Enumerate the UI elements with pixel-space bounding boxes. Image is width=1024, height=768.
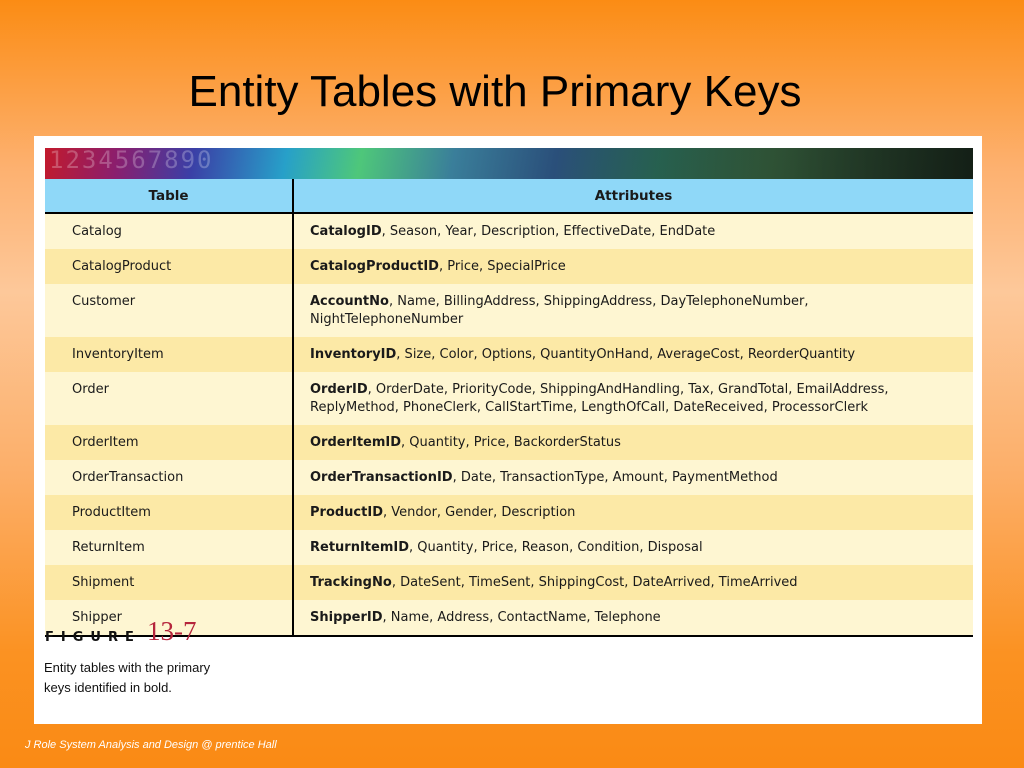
entity-name-cell: ReturnItem [45, 530, 293, 565]
header-table: Table [45, 179, 293, 213]
entity-name-cell: ProductItem [45, 495, 293, 530]
entity-name-cell: InventoryItem [45, 337, 293, 372]
other-attributes: , Name, Address, ContactName, Telephone [382, 610, 661, 625]
attributes-cell [293, 372, 973, 425]
attributes-cell [293, 495, 973, 530]
slide-title: Entity Tables with Primary Keys [188, 67, 802, 116]
header-attributes: Attributes [293, 179, 973, 213]
other-attributes: , DateSent, TimeSent, ShippingCost, DateArrived, TimeArrived [391, 575, 798, 590]
table-row [45, 337, 973, 372]
decorative-banner [45, 148, 973, 179]
attributes-cell [293, 249, 973, 284]
other-attributes: , Vendor, Gender, Description [382, 505, 576, 520]
table-row [45, 530, 973, 565]
attributes-cell [293, 460, 973, 495]
table-header-row [45, 179, 973, 213]
entity-table [45, 179, 973, 637]
primary-key: OrderItemID [310, 435, 402, 450]
table-row [45, 372, 973, 425]
other-attributes: , Name, BillingAddress, ShippingAddress, DayTelephoneNumber, NightTelephoneNumber [310, 294, 809, 327]
primary-key: TrackingNo [310, 575, 392, 590]
attributes-cell [293, 284, 973, 337]
primary-key: OrderTransactionID [310, 470, 453, 485]
entity-name-cell: Order [45, 372, 293, 425]
figure-caption [44, 658, 234, 698]
primary-key: AccountNo [310, 294, 389, 309]
primary-key: CatalogID [310, 224, 382, 239]
table-row [45, 565, 973, 600]
table-row [45, 495, 973, 530]
table-row [45, 460, 973, 495]
table-row [45, 425, 973, 460]
other-attributes: , Quantity, Price, Reason, Condition, Disposal [409, 540, 703, 555]
table-row [45, 284, 973, 337]
attributes-cell [293, 213, 973, 249]
other-attributes: , Size, Color, Options, QuantityOnHand, AverageCost, ReorderQuantity [396, 347, 856, 362]
attributes-cell [293, 565, 973, 600]
figure-caption-line-1: Entity tables with the primary [44, 660, 211, 675]
entity-name-cell: Customer [45, 284, 293, 337]
attributes-cell [293, 530, 973, 565]
footer-credit: J Role System Analysis and Design @ prentice Hall [25, 739, 277, 751]
attributes-cell [293, 337, 973, 372]
table-body [45, 213, 973, 636]
primary-key: ReturnItemID [310, 540, 410, 555]
entity-name-cell: Catalog [45, 213, 293, 249]
primary-key: ShipperID [310, 610, 383, 625]
entity-name-cell: Shipper [45, 600, 293, 636]
figure-caption-line-2: keys identified in bold. [44, 680, 172, 695]
primary-key: CatalogProductID [310, 259, 439, 274]
table-row [45, 249, 973, 284]
other-attributes: , Price, SpecialPrice [438, 259, 566, 274]
banner-digits: 1234567890 [49, 146, 214, 174]
primary-key: InventoryID [310, 347, 397, 362]
attributes-cell [293, 600, 973, 636]
primary-key: ProductID [310, 505, 383, 520]
figure-panel [34, 136, 982, 724]
other-attributes: , Quantity, Price, BackorderStatus [401, 435, 621, 450]
other-attributes: , Date, TransactionType, Amount, PaymentMethod [452, 470, 778, 485]
entity-name-cell: OrderTransaction [45, 460, 293, 495]
figure-label: FIGURE [45, 630, 141, 645]
entity-name-cell: OrderItem [45, 425, 293, 460]
attributes-cell [293, 425, 973, 460]
table-row [45, 213, 973, 249]
other-attributes: , Season, Year, Description, EffectiveDate, EndDate [381, 224, 716, 239]
entity-name-cell: CatalogProduct [45, 249, 293, 284]
primary-key: OrderID [310, 382, 368, 397]
entity-name-cell: Shipment [45, 565, 293, 600]
figure-number: 13-7 [147, 616, 197, 646]
other-attributes: , OrderDate, PriorityCode, ShippingAndHandling, Tax, GrandTotal, EmailAddress, ReplyMethod, PhoneClerk, CallStartTime, LengthOfCall, DateReceived, ProcessorClerk [310, 382, 889, 415]
